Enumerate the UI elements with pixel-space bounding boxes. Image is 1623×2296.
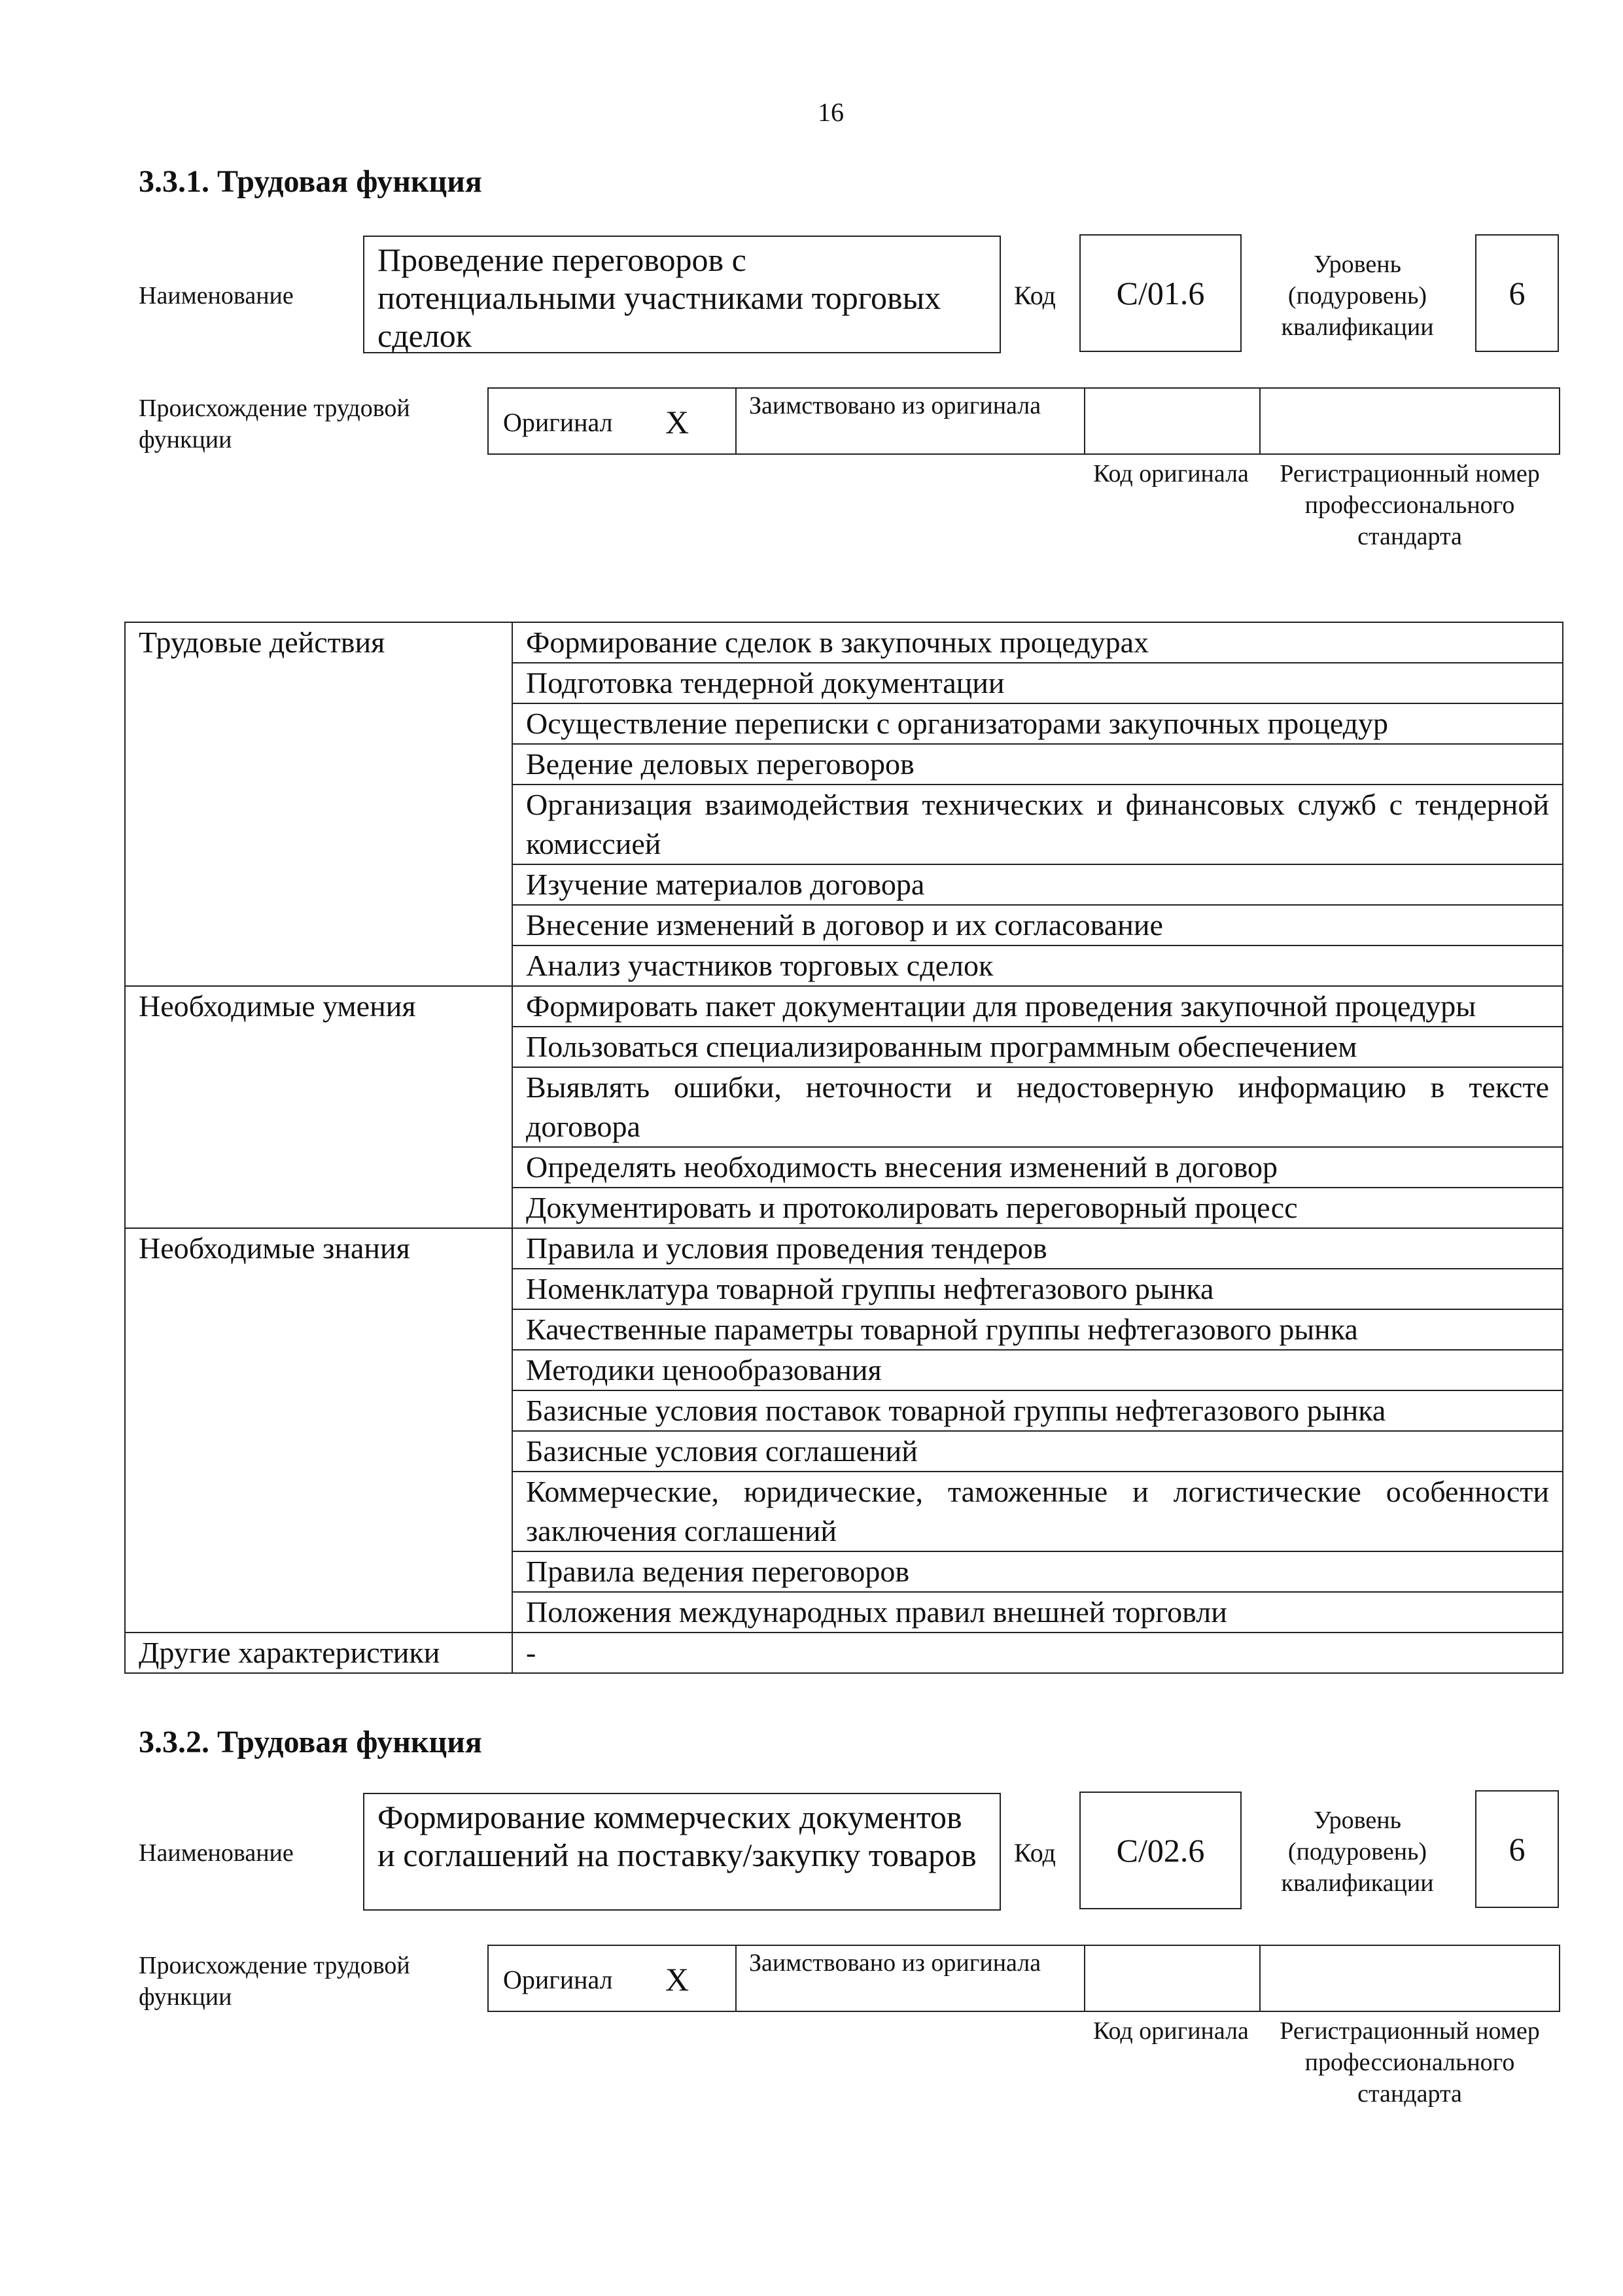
labor-actions-item: Формирование сделок в закупочных процедурах — [512, 622, 1563, 663]
reg-number-caption-1: Регистрационный номер профессионального стандарта — [1280, 460, 1540, 550]
required-knowledge-item: Правила и условия проведения тендеров — [512, 1228, 1563, 1269]
code-box-1: C/01.6 — [1079, 234, 1242, 352]
required-knowledge-item: Качественные параметры товарной группы нефтегазового рынка — [512, 1309, 1563, 1350]
original-label: Оригинал — [503, 1965, 613, 1994]
level-label-line: Уровень — [1314, 251, 1401, 278]
divider — [1084, 389, 1085, 453]
divider — [1259, 389, 1261, 453]
page-number: 16 — [818, 97, 844, 127]
required-knowledge-item: Базисные условия поставок товарной группы нефтегазового рынка — [512, 1390, 1563, 1431]
required-skills-item: Документировать и протоколировать переговорный процесс — [512, 1188, 1563, 1228]
origin-label-1: Происхождение трудовой функции — [139, 395, 410, 453]
code-label-2: Код — [1014, 1838, 1056, 1867]
section-heading-1: 3.3.1. Трудовая функция — [139, 164, 482, 199]
required-skills-item: Выявлять ошибки, неточности и недостоверную информацию в тексте договора — [512, 1067, 1563, 1147]
divider — [735, 389, 737, 453]
labor-function-table — [124, 622, 1563, 1674]
labor-actions-item: Анализ участников торговых сделок — [512, 945, 1563, 986]
table-row — [125, 1228, 1563, 1269]
required-knowledge-item: Базисные условия соглашений — [512, 1431, 1563, 1472]
table-row — [125, 986, 1563, 1027]
required-knowledge-item: Положения международных правил внешней торговли — [512, 1592, 1563, 1633]
code-original-caption-1: Код оригинала — [1093, 460, 1249, 487]
level-label-line: (подуровень) — [1287, 1838, 1427, 1865]
function-name-box-1: Проведение переговоров с потенциальными участниками торговых сделок — [363, 236, 1001, 353]
borrowed-label: Заимствовано из оригинала — [749, 1949, 1041, 1977]
original-mark: X — [665, 404, 689, 440]
level-caption-1 — [1256, 249, 1459, 343]
labor-actions-item: Подготовка тендерной документации — [512, 663, 1563, 703]
table-row — [125, 622, 1563, 663]
level-label-line: квалификации — [1281, 313, 1434, 341]
labor-actions-item: Осуществление переписки с организаторами закупочных процедур — [512, 703, 1563, 744]
origin-row-2 — [487, 1945, 1560, 2012]
required-skills-label: Необходимые умения — [125, 986, 512, 1228]
code-label-1: Код — [1014, 281, 1056, 310]
required-knowledge-item: Правила ведения переговоров — [512, 1551, 1563, 1592]
divider — [1259, 1946, 1261, 2011]
required-skills-item: Определять необходимость внесения изменений в договор — [512, 1147, 1563, 1188]
original-mark: X — [665, 1961, 689, 1998]
function-name-box-2: Формирование коммерческих документов и соглашений на поставку/закупку товаров — [363, 1793, 1001, 1911]
level-box-2: 6 — [1475, 1790, 1559, 1908]
required-knowledge-item: Номенклатура товарной группы нефтегазового рынка — [512, 1269, 1563, 1309]
divider — [1084, 1946, 1085, 2011]
other-characteristics-value: - — [512, 1633, 1563, 1673]
level-box-1: 6 — [1475, 234, 1559, 352]
name-label-1: Наименование — [139, 282, 294, 309]
original-label: Оригинал — [503, 408, 613, 437]
code-box-2: C/02.6 — [1079, 1792, 1242, 1909]
required-knowledge-item: Коммерческие, юридические, таможенные и логистические особенности заключения соглашений — [512, 1472, 1563, 1551]
labor-actions-item: Изучение материалов договора — [512, 864, 1563, 905]
labor-actions-item: Организация взаимодействия технических и финансовых служб с тендерной комиссией — [512, 785, 1563, 864]
level-label-line: Уровень — [1314, 1807, 1401, 1834]
code-original-caption-2: Код оригинала — [1093, 2017, 1249, 2045]
labor-actions-item: Внесение изменений в договор и их согласование — [512, 905, 1563, 945]
origin-label-2: Происхождение трудовой функции — [139, 1952, 410, 2011]
level-caption-2 — [1256, 1805, 1459, 1899]
name-label-2: Наименование — [139, 1839, 294, 1867]
other-characteristics-label: Другие характеристики — [125, 1633, 512, 1673]
required-knowledge-item: Методики ценообразования — [512, 1350, 1563, 1390]
required-skills-item: Формировать пакет документации для проведения закупочной процедуры — [512, 986, 1563, 1027]
section-heading-2: 3.3.2. Трудовая функция — [139, 1725, 482, 1759]
level-label-line: (подуровень) — [1287, 282, 1427, 309]
required-knowledge-label: Необходимые знания — [125, 1228, 512, 1633]
reg-number-caption-2: Регистрационный номер профессионального стандарта — [1280, 2017, 1540, 2108]
labor-actions-item: Ведение деловых переговоров — [512, 744, 1563, 785]
origin-row-1 — [487, 387, 1560, 455]
borrowed-label: Заимствовано из оригинала — [749, 392, 1041, 419]
required-skills-item: Пользоваться специализированным программным обеспечением — [512, 1027, 1563, 1067]
level-label-line: квалификации — [1281, 1869, 1434, 1897]
labor-actions-label: Трудовые действия — [125, 622, 512, 986]
divider — [735, 1946, 737, 2011]
table-row — [125, 1633, 1563, 1673]
